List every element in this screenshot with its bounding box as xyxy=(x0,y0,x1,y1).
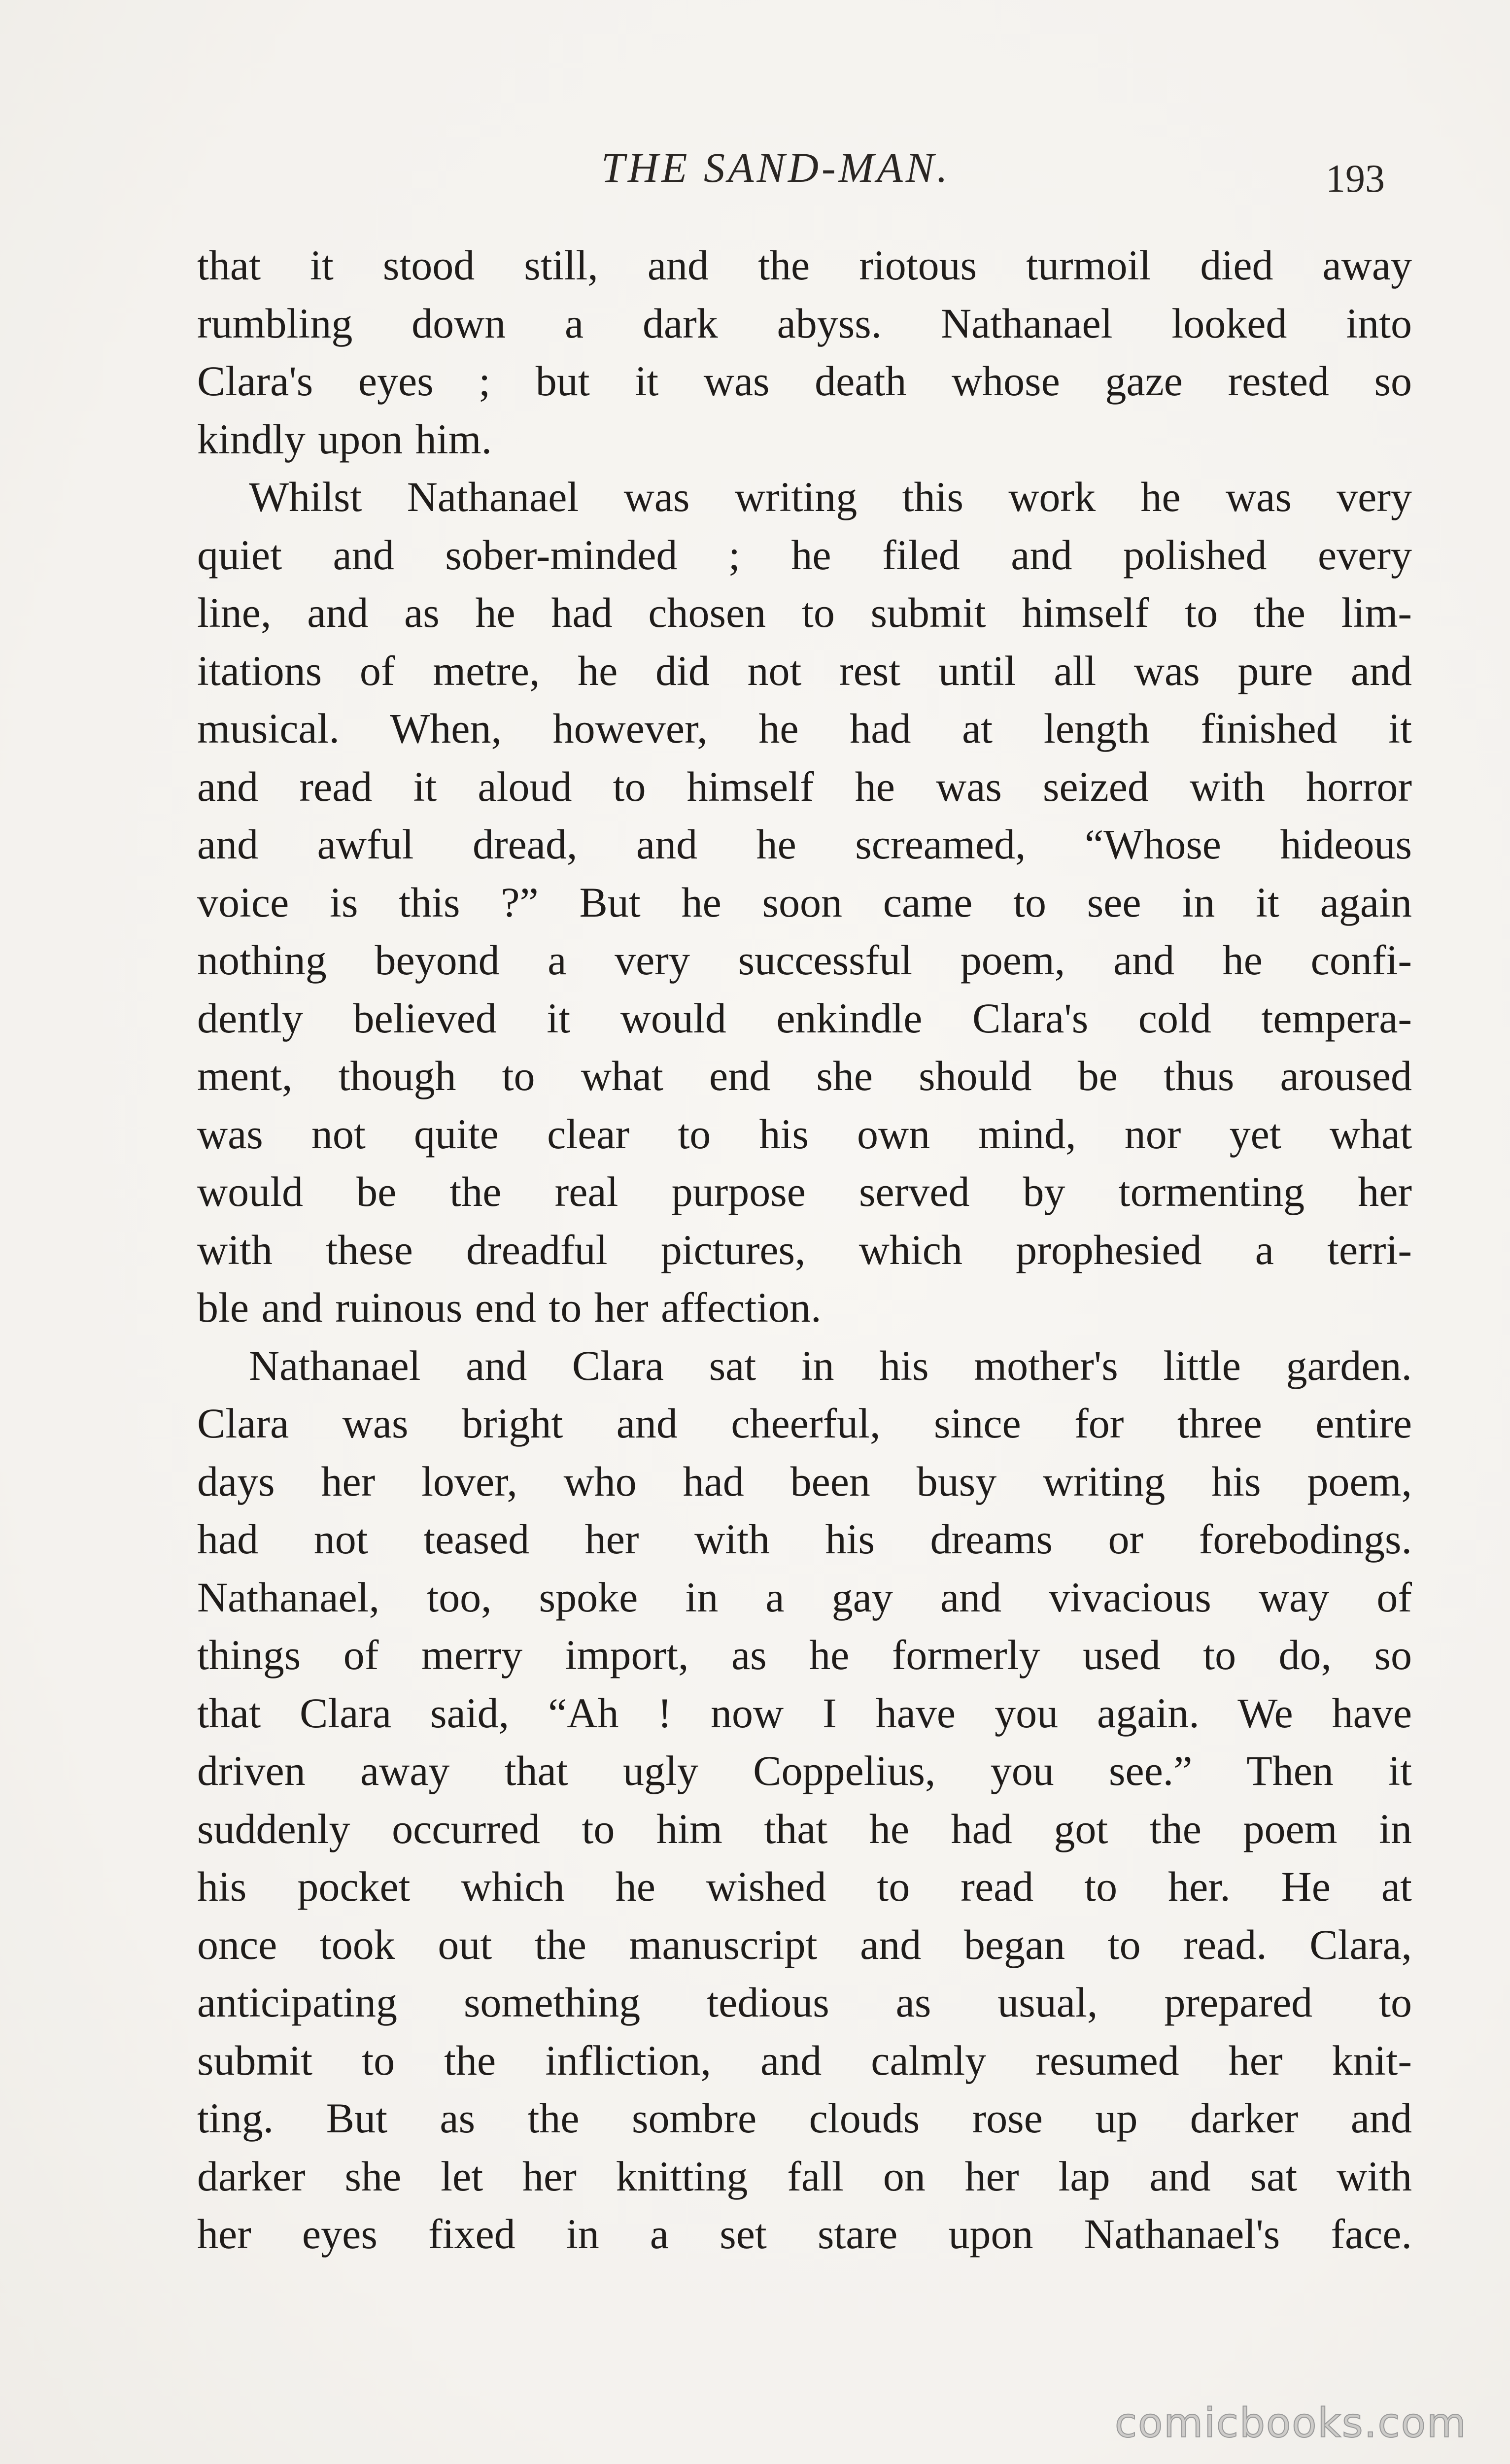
body-text xyxy=(197,237,1412,2263)
text-line: and awful dread, and he screamed, “Whose hideous xyxy=(197,821,1412,868)
text-line: with these dreadful pictures, which prophesied a terri- xyxy=(197,1226,1412,1273)
text-line: ting. But as the sombre clouds rose up darker and xyxy=(197,2094,1412,2142)
text-line: his pocket which he wished to read to her. He at xyxy=(197,1863,1412,1910)
watermark: comicbooks.com xyxy=(1115,2400,1467,2447)
text-line: nothing beyond a very successful poem, and he confi- xyxy=(197,936,1412,984)
text-line: submit to the infliction, and calmly resumed her knit- xyxy=(197,2036,1412,2084)
text-line: her eyes fixed in a set stare upon Nathanael's face. xyxy=(197,2210,1412,2258)
text-line: musical. When, however, he had at length finished it xyxy=(197,705,1412,752)
text-line: kindly upon him. xyxy=(197,415,492,463)
running-title: THE SAND-MAN. xyxy=(601,144,951,191)
text-line: Clara was bright and cheerful, since for three entire xyxy=(197,1400,1412,1447)
text-line: ble and ruinous end to her affection. xyxy=(197,1284,822,1331)
text-line: things of merry import, as he formerly used to do, so xyxy=(197,1631,1412,1678)
text-line: driven away that ugly Coppelius, you see.” Then it xyxy=(197,1747,1412,1794)
text-line: anticipating something tedious as usual, prepared to xyxy=(197,1979,1412,2026)
paragraph-1 xyxy=(197,237,1412,468)
paragraph-3 xyxy=(197,1337,1412,2263)
text-line: Nathanael, too, spoke in a gay and vivacious way of xyxy=(197,1573,1412,1621)
text-line: that Clara said, “Ah ! now I have you again. We have xyxy=(197,1689,1412,1737)
text-line: quiet and sober-minded ; he filed and polished every xyxy=(197,531,1412,579)
text-line: darker she let her knitting fall on her lap and sat with xyxy=(197,2152,1412,2200)
text-line: suddenly occurred to him that he had got the poem in xyxy=(197,1805,1412,1852)
text-line: itations of metre, he did not rest until all was pure and xyxy=(197,647,1412,694)
text-line: had not teased her with his dreams or forebodings. xyxy=(197,1515,1412,1563)
text-line: Whilst Nathanael was writing this work he was very xyxy=(249,473,1412,520)
text-line: Clara's eyes ; but it was death whose gaze rested so xyxy=(197,357,1412,405)
text-line: once took out the manuscript and began to read. Clara, xyxy=(197,1920,1412,1968)
text-line: rumbling down a dark abyss. Nathanael looked into xyxy=(197,299,1412,347)
text-line: and read it aloud to himself he was seized with horror xyxy=(197,762,1412,810)
text-line: days her lover, who had been busy writing his poem, xyxy=(197,1457,1412,1505)
text-line: that it stood still, and the riotous turmoil died away xyxy=(197,241,1412,289)
text-line: voice is this ?” But he soon came to see in it again xyxy=(197,878,1412,926)
page-number: 193 xyxy=(1326,157,1385,201)
text-line: Nathanael and Clara sat in his mother's little garden. xyxy=(249,1341,1412,1389)
text-line: dently believed it would enkindle Clara's cold tempera- xyxy=(197,994,1412,1042)
text-line: line, and as he had chosen to submit himself to the lim- xyxy=(197,589,1412,636)
paragraph-2 xyxy=(197,468,1412,1337)
text-line: was not quite clear to his own mind, nor yet what xyxy=(197,1110,1412,1158)
text-line: ment, though to what end she should be thus aroused xyxy=(197,1052,1412,1099)
text-line: would be the real purpose served by tormenting her xyxy=(197,1168,1412,1215)
